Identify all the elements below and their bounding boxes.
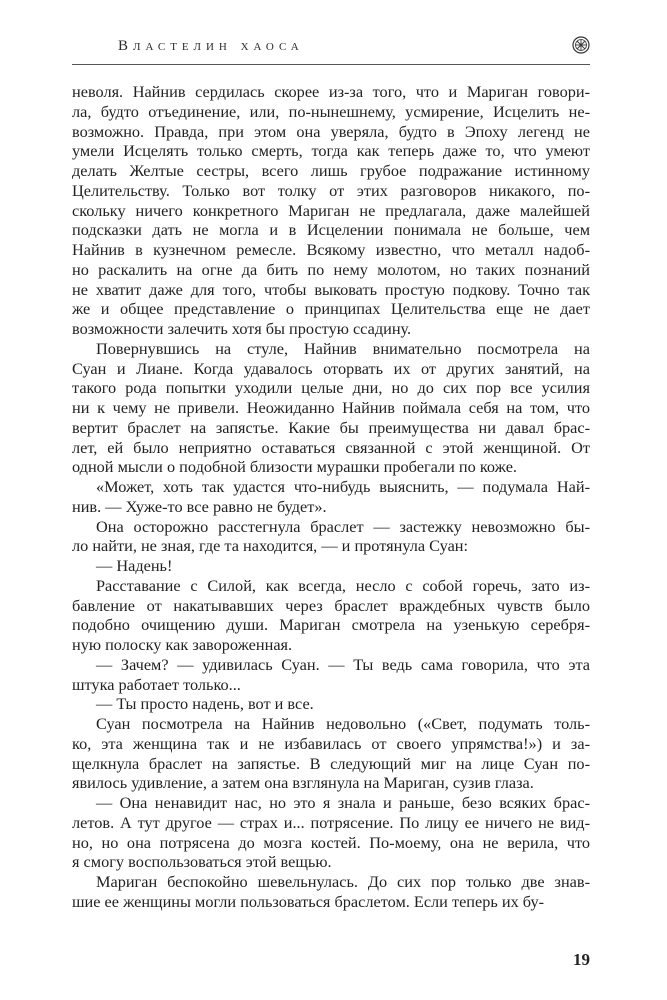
text-line-content: я смогу воспользоваться этой вещью.: [72, 852, 332, 872]
text-line: [72, 260, 590, 280]
text-line: [72, 576, 590, 596]
paragraph: [72, 339, 590, 477]
text-line: [72, 556, 590, 576]
text-line: [72, 477, 590, 497]
paragraph: [72, 655, 590, 695]
paragraph: [72, 714, 590, 793]
text-line: [72, 517, 590, 537]
text-line: [72, 438, 590, 458]
text-line-content: вертит браслет на запястье. Какие бы преимущества ни давал брас-: [72, 417, 590, 437]
text-line: [72, 635, 590, 655]
text-line: [72, 319, 590, 339]
text-line-content: летов. А тут другое — страх и... потрясение. По лицу ее ничего не вид-: [72, 812, 590, 832]
text-line-content: же и общее представление о принципах Целительства еще не дает: [72, 299, 590, 319]
text-line: [72, 596, 590, 616]
text-line: [72, 615, 590, 635]
page-number: 19: [573, 950, 590, 969]
text-line: [72, 359, 590, 379]
text-line: [72, 102, 590, 122]
text-line: [72, 675, 590, 695]
text-line: [72, 240, 590, 260]
text-line-content: бавление от накатывавших через браслет враждебных чувств было: [72, 595, 590, 615]
text-line-content: — Надень!: [96, 556, 173, 575]
text-line-content: Повернувшись на стуле, Найнив внимательно посмотрела на: [96, 338, 590, 358]
text-line-content: одной мысли о подобной близости мурашки пробегали по коже.: [72, 457, 517, 477]
text-line: [72, 220, 590, 240]
text-line-content: не хватит даже для того, чтобы выковать простую подкову. Точно так: [72, 279, 590, 299]
text-line: [72, 161, 590, 181]
text-line-content: делать Желтые сестры, всего лишь грубое подражание истинному: [72, 161, 590, 180]
rosette-icon: [572, 36, 590, 54]
text-line-content: нив. — Хуже-то все равно не будет».: [72, 496, 327, 516]
text-line: [72, 813, 590, 833]
text-line: [72, 378, 590, 398]
text-line-content: ко, эта женщина так и не избавилась от своего упрямства!») и за-: [72, 733, 590, 753]
text-line-content: Найнив в кузнечном ремесле. Всякому известно, что металл надоб-: [72, 240, 590, 259]
text-line-content: но, но она потрясена до мозга костей. По-моему, она не верила, что: [72, 832, 590, 852]
text-line-content: подобно очищению души. Мариган смотрела на узенькую серебря-: [72, 615, 590, 635]
text-line-content: возможности залечить хотя бы простую ссадину.: [72, 319, 412, 338]
text-line-content: «Может, хоть так удастся что-нибудь выяснить, — подумала Най-: [96, 477, 590, 496]
text-line: [72, 299, 590, 319]
text-line-content: Суан и Лиане. Когда удавалось оторвать их от других занятий, на: [72, 358, 590, 378]
text-line-content: лет, ей было неприятно оставаться связанной с этой женщиной. От: [72, 437, 590, 457]
text-line-content: Расставание с Силой, как всегда, несло с собой горечь, зато из-: [96, 575, 590, 595]
text-line-content: явилось удивление, а затем она взглянула на Мариган, сузив глаза.: [72, 773, 534, 793]
text-line-content: штука работает только...: [72, 674, 241, 694]
text-line-content: щелкнула браслет на запястье. В следующий миг на лице Суан по-: [72, 753, 590, 773]
text-line-content: Она осторожно расстегнула браслет — застежку невозможно бы-: [96, 516, 590, 536]
paragraph: [72, 517, 590, 557]
text-line: [72, 339, 590, 359]
text-line-content: Целительству. Только вот толку от этих разговоров никакого, по-: [72, 180, 590, 200]
text-line: [72, 201, 590, 221]
text-line-content: умели Исцелять только смерть, тогда как теперь даже то, что умеют: [72, 141, 590, 161]
text-line: [72, 694, 590, 714]
text-line-content: скольку ничего конкретного Мариган не предлагала, даже малейшей: [72, 200, 590, 220]
text-line: [72, 872, 590, 892]
text-line: [72, 754, 590, 774]
text-line: [72, 181, 590, 201]
text-line: [72, 833, 590, 853]
text-line: [72, 714, 590, 734]
paragraph: [72, 556, 590, 576]
text-line: [72, 734, 590, 754]
text-line-content: — Она ненавидит нас, но это я знала и раньше, безо всяких брас-: [96, 793, 590, 812]
paragraph: [72, 477, 590, 517]
text-line: [72, 536, 590, 556]
text-line: [72, 497, 590, 517]
paragraph: [72, 793, 590, 872]
text-line-content: Суан посмотрела на Найнив недовольно («Свет, подумать толь-: [96, 714, 590, 733]
paragraph: [72, 694, 590, 714]
text-line-content: — Зачем? — удивилась Суан. — Ты ведь сама говорила, что эта: [96, 654, 590, 674]
text-line-content: Мариган беспокойно шевельнулась. До сих пор только две знав-: [96, 872, 590, 891]
text-line: [72, 852, 590, 872]
text-line-content: ни к чему не привели. Неожиданно Найнив поймала себя на том, что: [72, 398, 590, 417]
text-line: [72, 141, 590, 161]
text-line: [72, 82, 590, 102]
text-line: [72, 122, 590, 142]
body-text: [72, 82, 590, 912]
text-line: [72, 398, 590, 418]
text-line-content: ло найти, не зная, где та находится, — и протянула Суан:: [72, 536, 469, 556]
paragraph: [72, 576, 590, 655]
text-line-content: шие ее женщины могли пользоваться браслетом. Если теперь их бу-: [72, 891, 545, 911]
text-line: [72, 793, 590, 813]
text-line: [72, 655, 590, 675]
text-line: [72, 773, 590, 793]
text-line-content: неволя. Найнив сердилась скорее из-за того, что и Мариган говори-: [72, 82, 590, 101]
text-line: [72, 280, 590, 300]
text-line-content: — Ты просто надень, вот и все.: [96, 694, 314, 714]
text-line: [72, 892, 590, 912]
text-line: [72, 457, 590, 477]
running-title: Властелин хаоса: [118, 38, 304, 54]
text-line-content: ную полоску как завороженная.: [72, 635, 293, 654]
text-line-content: возможно. Правда, при этом она уверяла, будто в Эпоху легенд не: [72, 121, 590, 141]
text-line-content: подсказки дать не могла и в Исцелении понимала не больше, чем: [72, 220, 590, 240]
running-header: [72, 36, 590, 65]
text-line: [72, 418, 590, 438]
paragraph: [72, 872, 590, 912]
text-line-content: ла, будто отъединение, или, по-нынешнему, усмирение, Исцелить не-: [72, 101, 590, 121]
paragraph: [72, 82, 590, 339]
text-line-content: такого рода попытки уходили целые дни, но до сих пор все усилия: [72, 378, 590, 398]
text-line-content: но раскалить на огне да бить по нему молотом, но таких познаний: [72, 259, 590, 279]
